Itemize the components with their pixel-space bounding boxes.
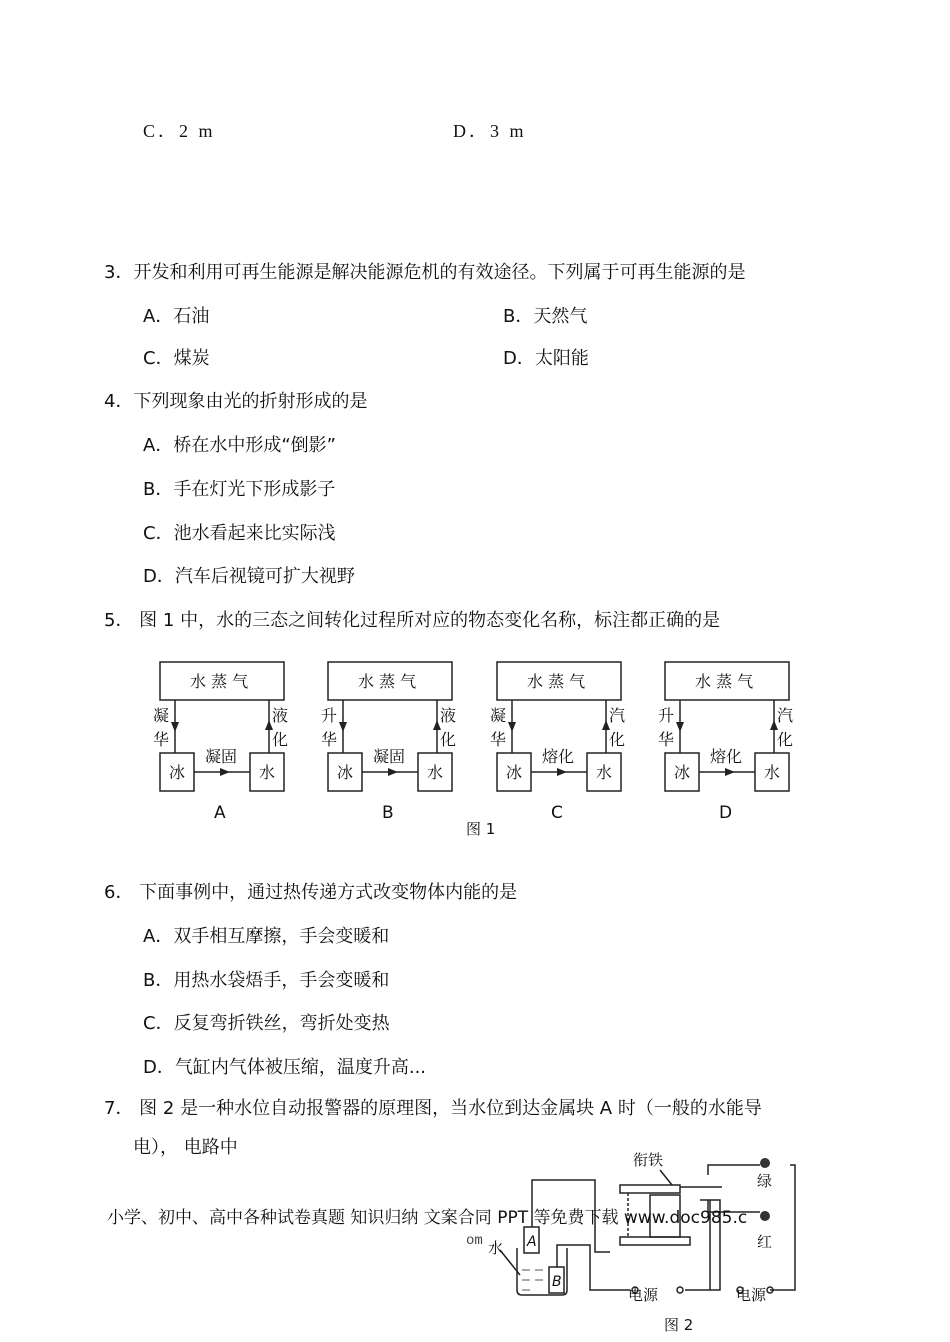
water-box-label: 水 [596, 763, 613, 782]
power-source-1-label: 电源 [628, 1286, 659, 1304]
q2-option-d: D．3 m [453, 121, 527, 141]
across-label: 凝固 [205, 747, 238, 766]
q5-stem: 5． 图 1 中，水的三态之间转化过程所对应的物态变化名称，标注都正确的是 [104, 610, 721, 631]
red-lamp-label: 红 [757, 1233, 773, 1251]
block-a-label: A [527, 1234, 537, 1250]
up-label: 汽化 [609, 706, 626, 749]
q3-option-b: B．天然气 [503, 306, 588, 327]
up-label: 汽化 [777, 706, 794, 749]
across-label: 凝固 [373, 747, 406, 766]
water-box-label: 水 [259, 763, 276, 782]
vapor-box-label: 水 蒸 气 [358, 672, 417, 691]
q6-stem: 6． 下面事例中，通过热传递方式改变物体内能的是 [104, 882, 518, 903]
water-box-label: 水 [764, 763, 781, 782]
water-label: 水 [488, 1239, 504, 1257]
footer-watermark: 小学、初中、高中各种试卷真题 知识归纳 文案合同 PPT 等免费下载 www.doc985.c [107, 1208, 748, 1228]
q3-option-c: C．煤炭 [143, 348, 210, 369]
diagram-letter: C [551, 803, 563, 823]
ice-box-label: 冰 [506, 763, 523, 782]
q3-stem: 3．开发和利用可再生能源是解决能源危机的有效途径。下列属于可再生能源的是 [104, 262, 746, 283]
up-label: 液化 [440, 706, 457, 749]
down-label: 升华 [658, 706, 675, 749]
water-box-label: 水 [427, 763, 444, 782]
power-source-2-label: 电源 [736, 1286, 767, 1304]
diagram-letter: A [214, 803, 226, 823]
q4-option-c: C．池水看起来比实际浅 [143, 523, 336, 544]
down-label: 升华 [321, 706, 338, 749]
figure-1-caption: 图 1 [466, 820, 496, 838]
q4-option-d: D．汽车后视镜可扩大视野 [143, 566, 355, 587]
q7-stem-line1: 7． 图 2 是一种水位自动报警器的原理图，当水位到达金属块 A 时（一般的水能导 [104, 1098, 762, 1119]
q4-option-b: B．手在灯光下形成影子 [143, 479, 336, 500]
up-label: 液化 [272, 706, 289, 749]
vapor-box-label: 水 蒸 气 [695, 672, 754, 691]
ice-box-label: 冰 [337, 763, 354, 782]
diagram-letter: D [719, 803, 733, 823]
ice-box-label: 冰 [169, 763, 186, 782]
armature-label: 衔铁 [633, 1151, 664, 1169]
ice-box-label: 冰 [674, 763, 691, 782]
across-label: 熔化 [542, 747, 575, 766]
footer-watermark-cont: om [466, 1233, 483, 1249]
q6-option-c: C．反复弯折铁丝，弯折处变热 [143, 1013, 390, 1034]
q3-option-d: D．太阳能 [503, 348, 589, 369]
q6-option-a: A．双手相互摩擦，手会变暖和 [143, 926, 390, 947]
q4-option-a: A．桥在水中形成“倒影” [143, 435, 336, 456]
q3-option-a: A．石油 [143, 306, 210, 327]
down-label: 凝华 [153, 706, 170, 749]
diagram-letter: B [382, 803, 394, 823]
q6-option-d: D．气缸内气体被压缩，温度升高... [143, 1057, 427, 1078]
q7-stem-line2: 电）， 电路中 [133, 1137, 238, 1158]
vapor-box-label: 水 蒸 气 [527, 672, 586, 691]
q4-stem: 4．下列现象由光的折射形成的是 [104, 391, 368, 412]
green-lamp-label: 绿 [757, 1172, 773, 1190]
q2-option-c: C．2 m [143, 121, 216, 141]
down-label: 凝华 [490, 706, 507, 749]
across-label: 熔化 [710, 747, 743, 766]
figure-2-caption: 图 2 [664, 1316, 694, 1334]
vapor-box-label: 水 蒸 气 [190, 672, 249, 691]
q6-option-b: B．用热水袋焐手，手会变暖和 [143, 970, 390, 991]
block-b-label: B [552, 1274, 562, 1290]
